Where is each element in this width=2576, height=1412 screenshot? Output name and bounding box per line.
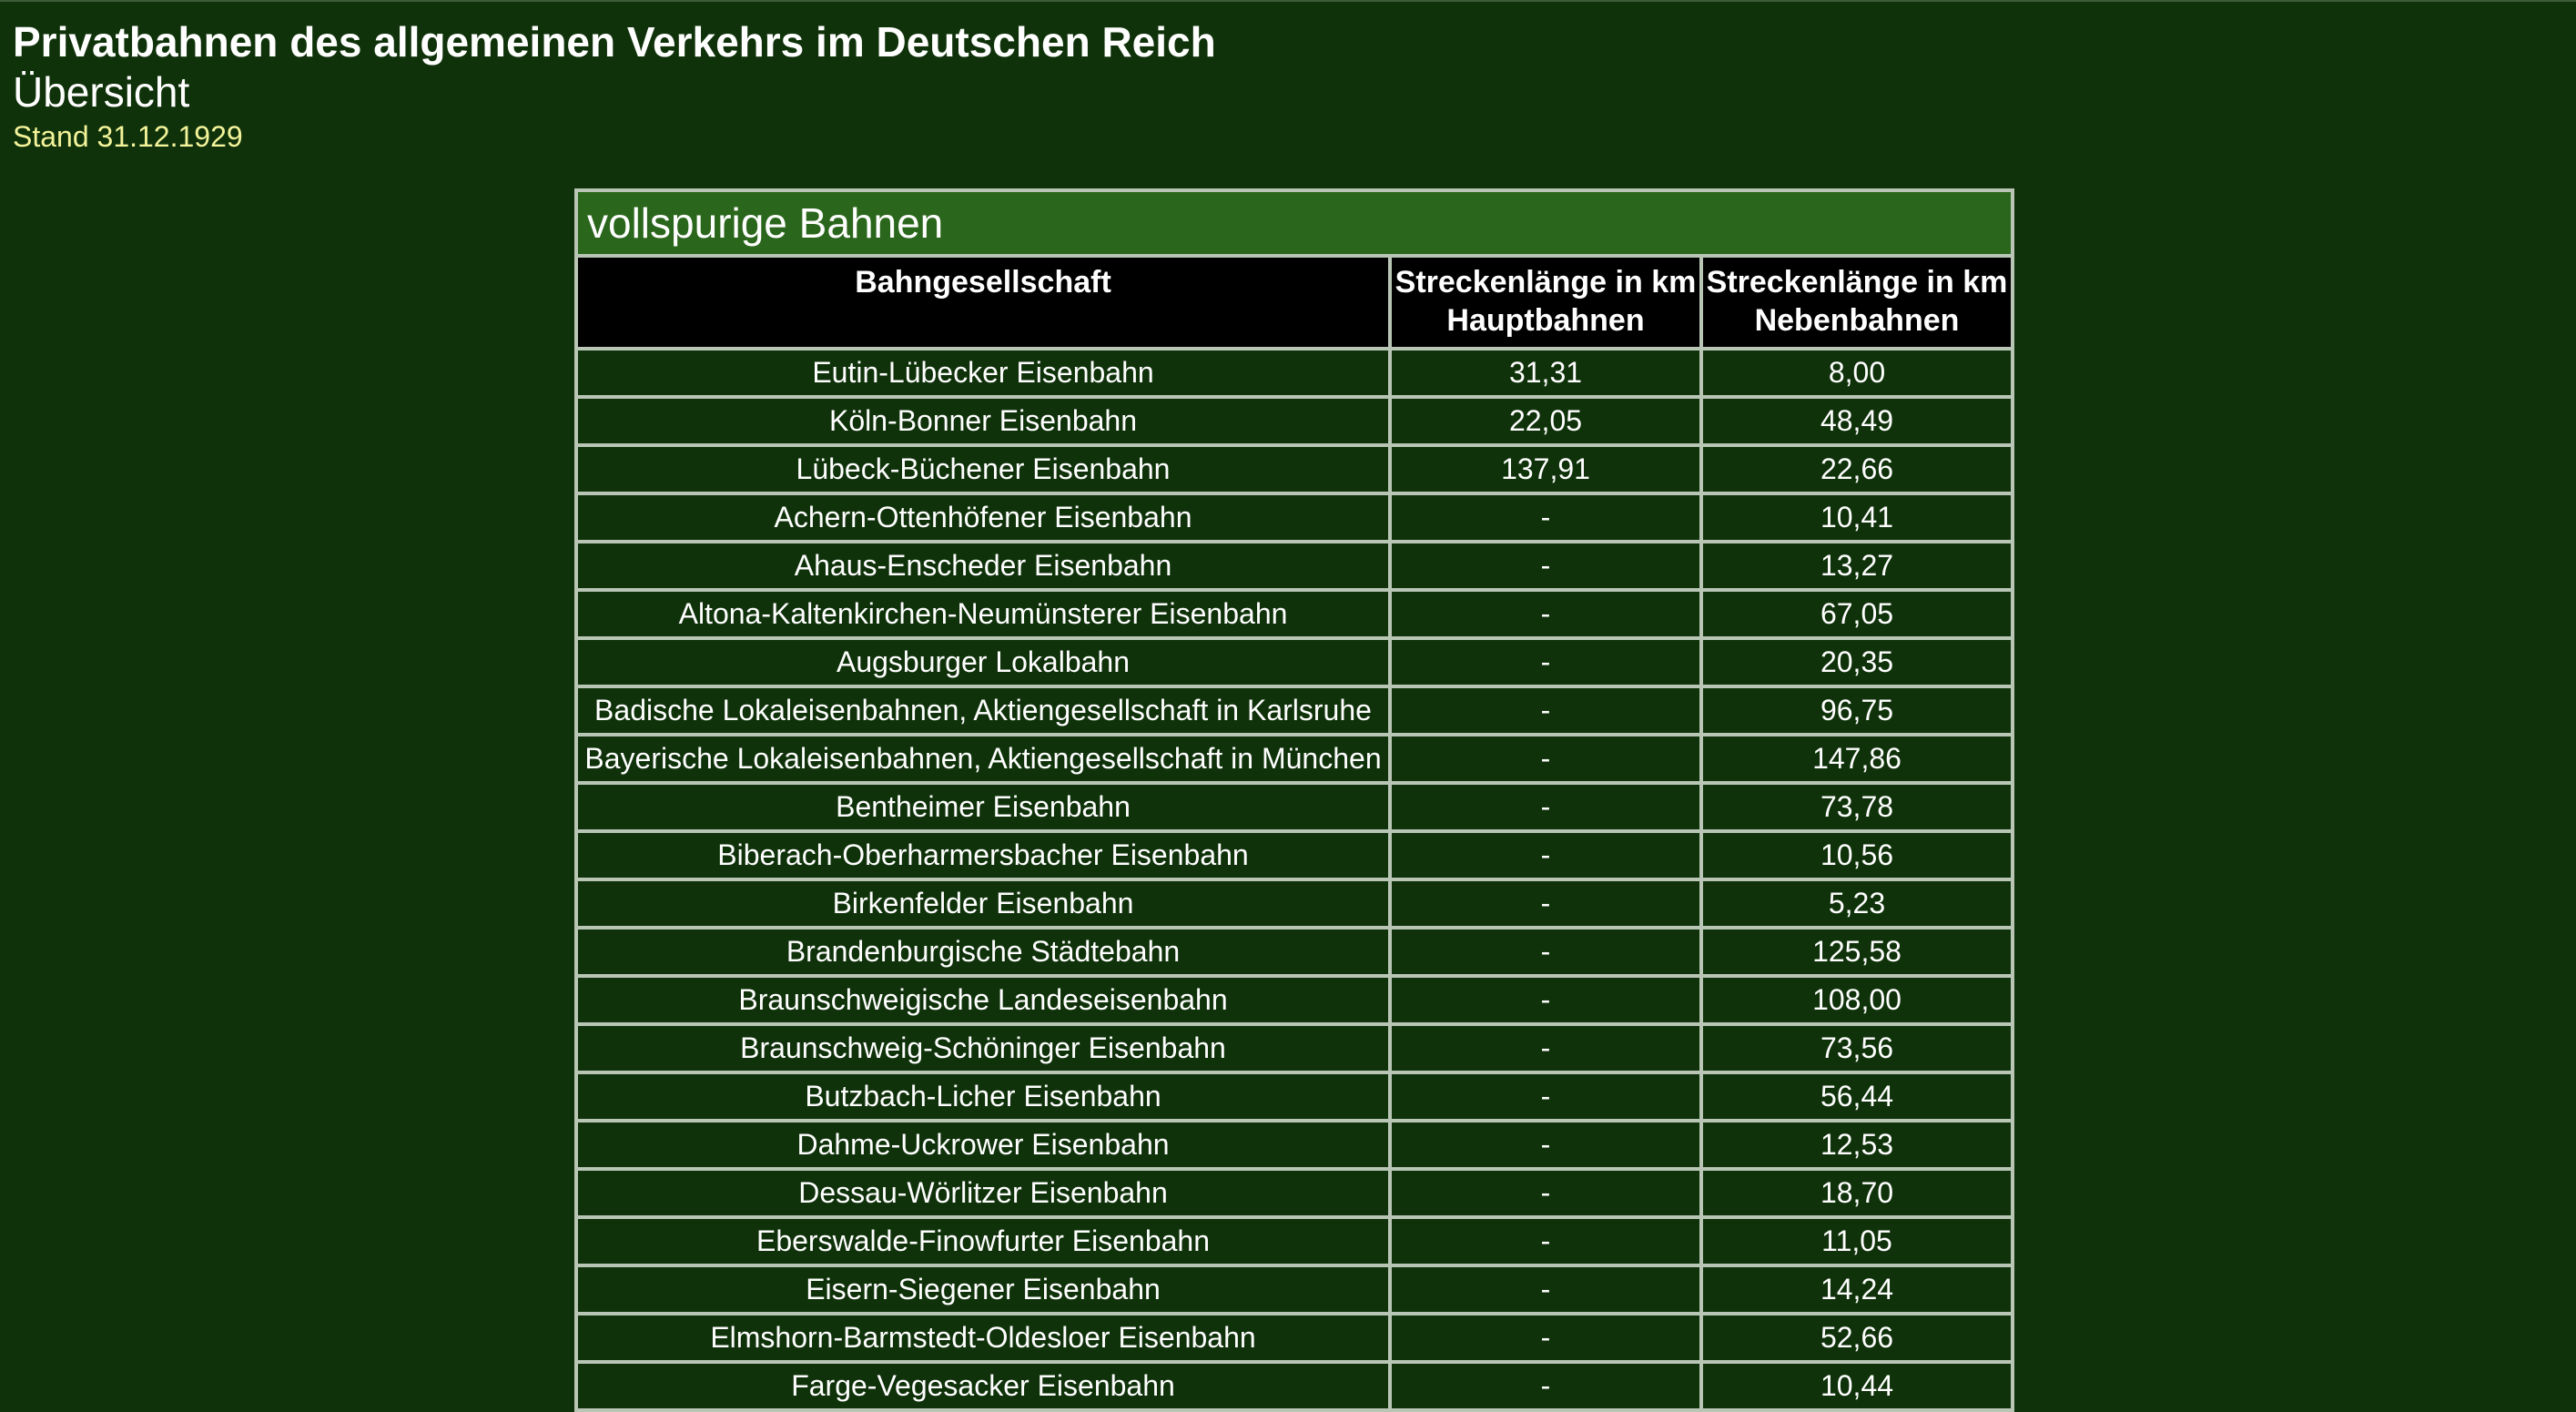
company-cell: Dessau-Wörlitzer Eisenbahn — [578, 1171, 1388, 1215]
hauptbahnen-cell: - — [1392, 736, 1699, 781]
hauptbahnen-cell: - — [1392, 1315, 1699, 1360]
column-header-nebenbahnen-line2: Nebenbahnen — [1754, 303, 1960, 338]
table-row — [578, 785, 2011, 829]
company-cell: Elmshorn-Barmstedt-Oldesloer Eisenbahn — [578, 1315, 1388, 1360]
company-cell: Achern-Ottenhöfener Eisenbahn — [578, 495, 1388, 540]
table-row — [578, 543, 2011, 588]
table-row — [578, 1026, 2011, 1071]
hauptbahnen-cell: - — [1392, 929, 1699, 974]
table-row — [578, 833, 2011, 878]
nebenbahnen-cell: 147,86 — [1703, 736, 2011, 781]
nebenbahnen-cell: 10,56 — [1703, 833, 2011, 878]
hauptbahnen-cell: - — [1392, 1219, 1699, 1264]
table-row — [578, 1315, 2011, 1360]
company-cell: Birkenfelder Eisenbahn — [578, 881, 1388, 926]
company-cell: Augsburger Lokalbahn — [578, 640, 1388, 685]
hauptbahnen-cell: - — [1392, 1122, 1699, 1167]
hauptbahnen-cell: - — [1392, 495, 1699, 540]
company-cell: Biberach-Oberharmersbacher Eisenbahn — [578, 833, 1388, 878]
table-row — [578, 640, 2011, 685]
nebenbahnen-cell: 12,53 — [1703, 1122, 2011, 1167]
table-caption: vollspurige Bahnen — [578, 192, 2011, 254]
company-cell: Ahaus-Enscheder Eisenbahn — [578, 543, 1388, 588]
table-row — [578, 399, 2011, 443]
company-cell: Lübeck-Büchener Eisenbahn — [578, 447, 1388, 492]
company-cell: Braunschweig-Schöninger Eisenbahn — [578, 1026, 1388, 1071]
nebenbahnen-cell: 125,58 — [1703, 929, 2011, 974]
company-cell: Badische Lokaleisenbahnen, Aktiengesellschaft in Karlsruhe — [578, 688, 1388, 733]
company-cell: Bentheimer Eisenbahn — [578, 785, 1388, 829]
hauptbahnen-cell: - — [1392, 833, 1699, 878]
table-row — [578, 592, 2011, 636]
hauptbahnen-cell: - — [1392, 785, 1699, 829]
table-row — [578, 350, 2011, 395]
company-cell: Altona-Kaltenkirchen-Neumünsterer Eisenbahn — [578, 592, 1388, 636]
company-cell: Eutin-Lübecker Eisenbahn — [578, 350, 1388, 395]
company-cell: Farge-Vegesacker Eisenbahn — [578, 1364, 1388, 1408]
nebenbahnen-cell: 73,56 — [1703, 1026, 2011, 1071]
table-row — [578, 736, 2011, 781]
nebenbahnen-cell: 10,41 — [1703, 495, 2011, 540]
hauptbahnen-cell: - — [1392, 1026, 1699, 1071]
column-header-nebenbahnen — [1703, 258, 2011, 347]
hauptbahnen-cell: - — [1392, 592, 1699, 636]
nebenbahnen-cell: 13,27 — [1703, 543, 2011, 588]
status-date: Stand 31.12.1929 — [13, 120, 243, 153]
nebenbahnen-cell: 14,24 — [1703, 1267, 2011, 1312]
railway-table — [574, 188, 2014, 1412]
hauptbahnen-cell: 22,05 — [1392, 399, 1699, 443]
table-row — [578, 1267, 2011, 1312]
table-row — [578, 1364, 2011, 1408]
nebenbahnen-cell: 22,66 — [1703, 447, 2011, 492]
table-row — [578, 881, 2011, 926]
nebenbahnen-cell: 18,70 — [1703, 1171, 2011, 1215]
column-header-company — [578, 258, 1388, 347]
table-row — [578, 495, 2011, 540]
hauptbahnen-cell: - — [1392, 1171, 1699, 1215]
hauptbahnen-cell: 31,31 — [1392, 350, 1699, 395]
company-cell: Dahme-Uckrower Eisenbahn — [578, 1122, 1388, 1167]
company-cell: Butzbach-Licher Eisenbahn — [578, 1074, 1388, 1119]
company-cell: Eberswalde-Finowfurter Eisenbahn — [578, 1219, 1388, 1264]
hauptbahnen-cell: 137,91 — [1392, 447, 1699, 492]
table-row — [578, 447, 2011, 492]
page-subtitle: Übersicht — [13, 68, 190, 116]
table-row — [578, 929, 2011, 974]
table-row — [578, 688, 2011, 733]
nebenbahnen-cell: 56,44 — [1703, 1074, 2011, 1119]
table-row — [578, 978, 2011, 1022]
nebenbahnen-cell: 52,66 — [1703, 1315, 2011, 1360]
table-row — [578, 1122, 2011, 1167]
hauptbahnen-cell: - — [1392, 978, 1699, 1022]
nebenbahnen-cell: 67,05 — [1703, 592, 2011, 636]
column-header-nebenbahnen-line1: Streckenlänge in km — [1706, 265, 2008, 300]
table-row — [578, 1171, 2011, 1215]
company-cell: Köln-Bonner Eisenbahn — [578, 399, 1388, 443]
hauptbahnen-cell: - — [1392, 1364, 1699, 1408]
hauptbahnen-cell: - — [1392, 881, 1699, 926]
table-header-row — [578, 258, 2011, 347]
nebenbahnen-cell: 5,23 — [1703, 881, 2011, 926]
nebenbahnen-cell: 73,78 — [1703, 785, 2011, 829]
page-title: Privatbahnen des allgemeinen Verkehrs im Deutschen Reich — [13, 18, 1216, 66]
railway-table-container — [574, 188, 2014, 1412]
nebenbahnen-cell: 48,49 — [1703, 399, 2011, 443]
column-header-company-label: Bahngesellschaft — [855, 265, 1111, 300]
column-header-hauptbahnen — [1392, 258, 1699, 347]
hauptbahnen-cell: - — [1392, 640, 1699, 685]
column-header-hauptbahnen-line2: Hauptbahnen — [1446, 303, 1645, 338]
table-row — [578, 1074, 2011, 1119]
nebenbahnen-cell: 10,44 — [1703, 1364, 2011, 1408]
nebenbahnen-cell: 11,05 — [1703, 1219, 2011, 1264]
nebenbahnen-cell: 20,35 — [1703, 640, 2011, 685]
table-row — [578, 1219, 2011, 1264]
top-border — [0, 0, 2576, 2]
nebenbahnen-cell: 96,75 — [1703, 688, 2011, 733]
company-cell: Eisern-Siegener Eisenbahn — [578, 1267, 1388, 1312]
company-cell: Brandenburgische Städtebahn — [578, 929, 1388, 974]
column-header-hauptbahnen-line1: Streckenlänge in km — [1394, 265, 1697, 300]
hauptbahnen-cell: - — [1392, 688, 1699, 733]
hauptbahnen-cell: - — [1392, 1074, 1699, 1119]
nebenbahnen-cell: 108,00 — [1703, 978, 2011, 1022]
hauptbahnen-cell: - — [1392, 1267, 1699, 1312]
hauptbahnen-cell: - — [1392, 543, 1699, 588]
nebenbahnen-cell: 8,00 — [1703, 350, 2011, 395]
table-caption-row — [578, 192, 2011, 254]
company-cell: Braunschweigische Landeseisenbahn — [578, 978, 1388, 1022]
company-cell: Bayerische Lokaleisenbahnen, Aktiengesellschaft in München — [578, 736, 1388, 781]
